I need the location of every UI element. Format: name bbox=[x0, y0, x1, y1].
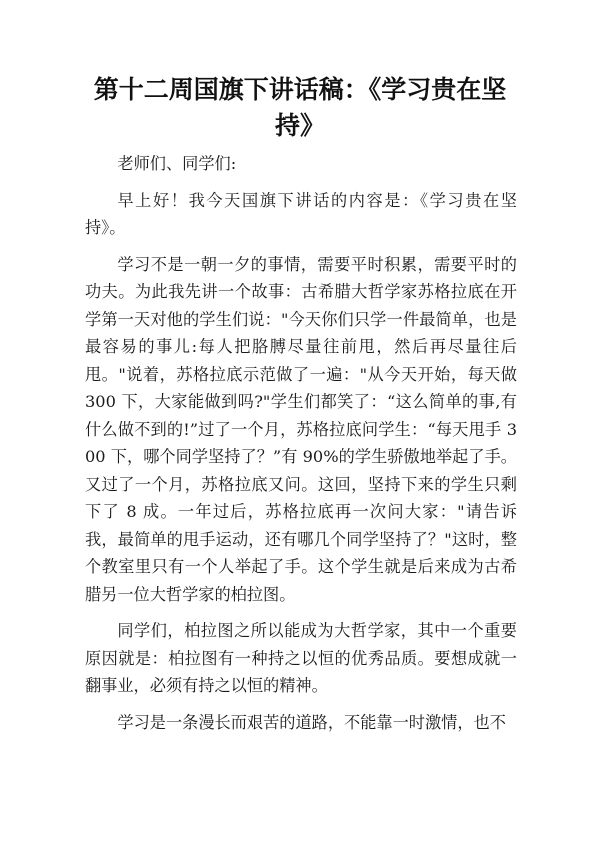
paragraph-greeting: 老师们、同学们: bbox=[117, 154, 237, 173]
document-title: 第十二周国旗下讲话稿：《学习贵在坚持》 bbox=[93, 75, 507, 140]
document-body bbox=[85, 150, 517, 745]
paragraph-continuation: 学习是一条漫长而艰苦的道路，不能靠一时激情，也不 bbox=[117, 712, 506, 732]
paragraph-story: 学习不是一朝一夕的事情，需要平时积累，需要平时的功夫。为此我先讲一个故事：古希腊大哲学家苏格拉底在开学第一天对他的学生们说："今天你们只学一件最简单，也是最容易的事儿:每人把胳膊尽量往前甩，然后再尽量往后甩。"说着，苏格拉底示范做了一遍："从今天开始，每天做 300 下，大家能做到吗?"学生们都笑了：“这么简单的事,有什么做不到的!”过了一个月，苏格拉底问学生：“每天甩手 300 下，哪个同学坚持了？”有 90%的学生骄傲地举起了手。又过了一个月，苏格拉底又问。这回，坚持下来的学生只剩下了 8 成。一年过后，苏格拉底再一次问大家："请告诉我，最简单的甩手运动，还有哪几个同学坚持了？"这时，整个教室里只有一个人举起了手。这个学生就是后来成为古希腊另一位大哲学家的柏拉图。 bbox=[85, 254, 517, 604]
paragraph-opening: 早上好！我今天国旗下讲话的内容是：《学习贵在坚持》。 bbox=[85, 190, 517, 237]
paragraph-lesson: 同学们，柏拉图之所以能成为大哲学家，其中一个重要原因就是：柏拉图有一种持之以恒的优秀品质。要想成就一翻事业，必须有持之以恒的精神。 bbox=[85, 621, 517, 695]
